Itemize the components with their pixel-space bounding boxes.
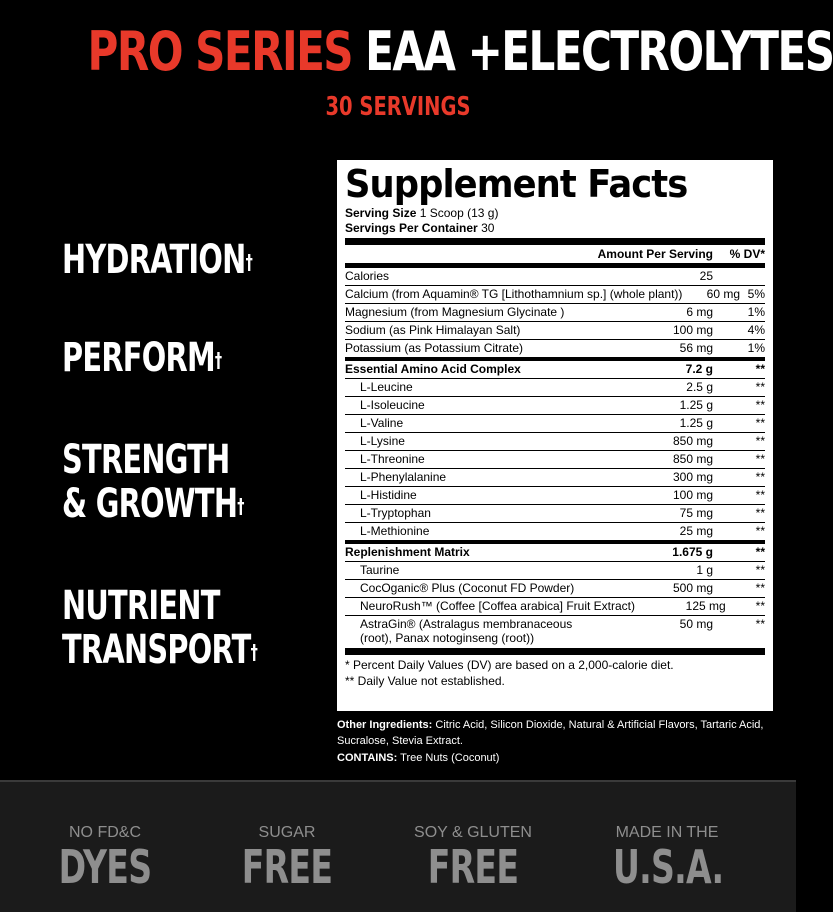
badge-soy-gluten-free: SOY & GLUTEN FREE <box>414 824 532 894</box>
badge-made-in-usa: MADE IN THE U.S.A. <box>613 824 724 894</box>
claim-hydration: HYDRATION† <box>62 237 253 283</box>
badge-band <box>0 780 796 912</box>
facts-row-methionine: L-Methionine 25 mg ** <box>360 524 765 538</box>
facts-row-sodium: Sodium (as Pink Himalayan Salt) 100 mg 4% <box>345 322 765 340</box>
facts-row-eaa-complex: Essential Amino Acid Complex 7.2 g ** <box>345 361 765 379</box>
facts-heading: Supplement Facts <box>345 162 688 206</box>
facts-row-calcium: Calcium (from Aquamin® TG [Lithothamnium sp.] (whole plant)) 60 mg 5% <box>345 286 765 304</box>
facts-row-replenishment-matrix: Replenishment Matrix 1.675 g ** <box>345 544 765 562</box>
facts-column-header: Amount Per Serving % DV* <box>345 245 765 264</box>
facts-row-taurine: Taurine 1 g ** <box>345 562 765 580</box>
claim-strength: STRENGTH <box>62 437 230 483</box>
claim-transport: TRANSPORT† <box>62 627 258 673</box>
servings-count: 30 SERVINGS <box>325 92 471 122</box>
facts-row-neurorush: NeuroRush™ (Coffee [Coffea arabica] Fruit Extract) 125 mg ** <box>345 598 765 616</box>
badge-no-dyes: NO FD&C DYES <box>58 824 152 894</box>
title-brand: PRO SERIES <box>87 20 353 83</box>
facts-row-astragin: AstraGin® (Astralagus membranaceous (root), Panax notoginseng (root)) 50 mg ** <box>360 617 765 645</box>
divider-thick <box>345 648 765 655</box>
facts-footnotes <box>345 655 765 689</box>
facts-row-calories: Calories 25 <box>345 268 765 286</box>
footnote-dv: * Percent Daily Values (DV) are based on a 2,000-calorie diet. <box>345 658 674 672</box>
allergen-contains: CONTAINS: Tree Nuts (Coconut) <box>337 752 500 764</box>
other-ingredients: Other Ingredients: Citric Acid, Silicon Dioxide, Natural & Artificial Flavors, Tartaric Acid, Sucralose, Stevia Extract. <box>337 719 764 747</box>
supplement-facts-panel <box>337 160 773 711</box>
facts-row-histidine: L-Histidine 100 mg ** <box>345 487 765 505</box>
title-product: EAA +ELECTROLYTES <box>365 20 833 83</box>
product-title <box>87 20 833 83</box>
badge-sugar-free: SUGAR FREE <box>241 824 333 894</box>
facts-row-magnesium: Magnesium (from Magnesium Glycinate ) 6 mg 1% <box>345 304 765 322</box>
facts-row-valine: L-Valine 1.25 g ** <box>345 415 765 433</box>
facts-row-potassium: Potassium (as Potassium Citrate) 56 mg 1% <box>345 341 765 355</box>
claim-perform: PERFORM† <box>62 335 222 381</box>
claim-growth: & GROWTH† <box>62 481 244 527</box>
serving-size: Serving Size 1 Scoop (13 g) <box>345 206 499 220</box>
facts-row-threonine: L-Threonine 850 mg ** <box>345 451 765 469</box>
facts-row-isoleucine: L-Isoleucine 1.25 g ** <box>345 397 765 415</box>
facts-row-cocoganic: CocOganic® Plus (Coconut FD Powder) 500 mg ** <box>345 580 765 598</box>
footnote-not-established: ** Daily Value not established. <box>345 674 505 688</box>
facts-row-leucine: L-Leucine 2.5 g ** <box>345 379 765 397</box>
facts-row-phenylalanine: L-Phenylalanine 300 mg ** <box>345 469 765 487</box>
claim-nutrient: NUTRIENT <box>62 583 220 629</box>
servings-per-container: Servings Per Container 30 <box>345 221 495 235</box>
facts-row-tryptophan: L-Tryptophan 75 mg ** <box>345 505 765 523</box>
facts-row-lysine: L-Lysine 850 mg ** <box>345 433 765 451</box>
divider-thick <box>345 238 765 245</box>
